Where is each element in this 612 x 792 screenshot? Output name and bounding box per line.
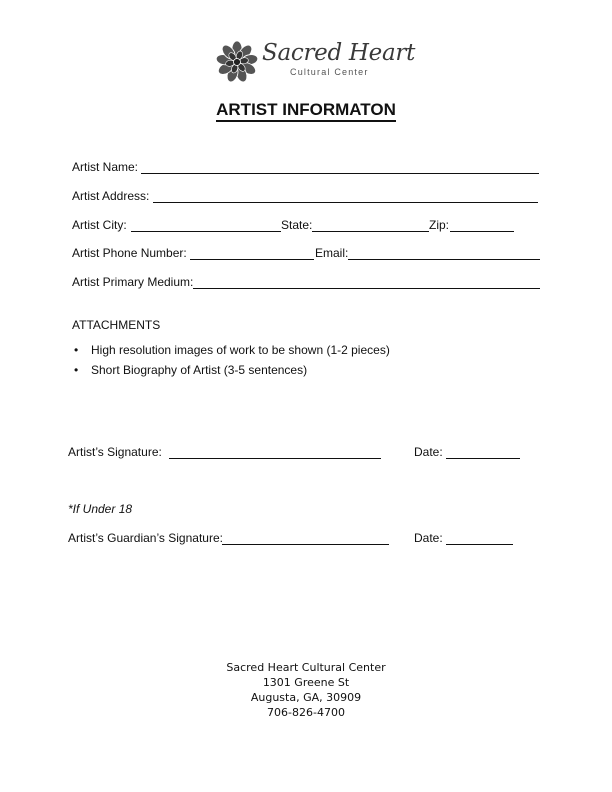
attachments-heading: ATTACHMENTS: [72, 318, 161, 332]
page-title-text: ARTIST INFORMATON: [216, 100, 396, 122]
flower-icon: [216, 40, 258, 84]
zip-label: Zip:: [429, 218, 450, 232]
logo-name: Sacred Heart: [262, 40, 416, 66]
email-field[interactable]: [348, 259, 540, 260]
logo: [216, 40, 416, 86]
date-label-1: Date:: [414, 445, 443, 459]
under-18-note: *If Under 18: [68, 502, 133, 516]
phone-field[interactable]: [190, 259, 314, 260]
page-title: [0, 100, 612, 120]
date-label-2: Date:: [414, 531, 443, 545]
phone-label: Artist Phone Number:: [72, 246, 187, 260]
medium-field[interactable]: [193, 288, 540, 289]
guardian-signature-field[interactable]: [222, 544, 389, 545]
date-field-2[interactable]: [446, 544, 513, 545]
footer-street: 1301 Greene St: [262, 676, 350, 689]
zip-field[interactable]: [450, 231, 514, 232]
medium-label: Artist Primary Medium:: [72, 275, 194, 289]
footer-address: [0, 660, 612, 720]
artist-city-field[interactable]: [131, 231, 281, 232]
artist-signature-field[interactable]: [169, 458, 381, 459]
state-field[interactable]: [312, 231, 429, 232]
list-item: [74, 343, 390, 357]
footer-city: Augusta, GA, 30909: [250, 691, 362, 704]
bullet-icon: •: [74, 343, 79, 357]
artist-name-label: Artist Name:: [72, 160, 139, 174]
footer-phone: 706-826-4700: [267, 706, 345, 719]
bullet-icon: •: [74, 363, 79, 377]
state-label: State:: [281, 218, 313, 232]
artist-name-field[interactable]: [141, 173, 539, 174]
footer-org: Sacred Heart Cultural Center: [226, 661, 386, 674]
artist-city-label: Artist City:: [72, 218, 127, 232]
guardian-signature-label: Artist’s Guardian’s Signature:: [68, 531, 223, 545]
artist-address-field[interactable]: [153, 202, 538, 203]
artist-address-label: Artist Address:: [72, 189, 150, 203]
list-item: [74, 363, 308, 377]
attachment-item-2: Short Biography of Artist (3-5 sentences): [91, 363, 308, 377]
artist-signature-label: Artist’s Signature:: [68, 445, 162, 459]
email-label: Email:: [315, 246, 349, 260]
logo-subtitle: Cultural Center: [290, 67, 369, 77]
attachment-item-1: High resolution images of work to be shown (1-2 pieces): [91, 343, 390, 357]
date-field-1[interactable]: [446, 458, 520, 459]
